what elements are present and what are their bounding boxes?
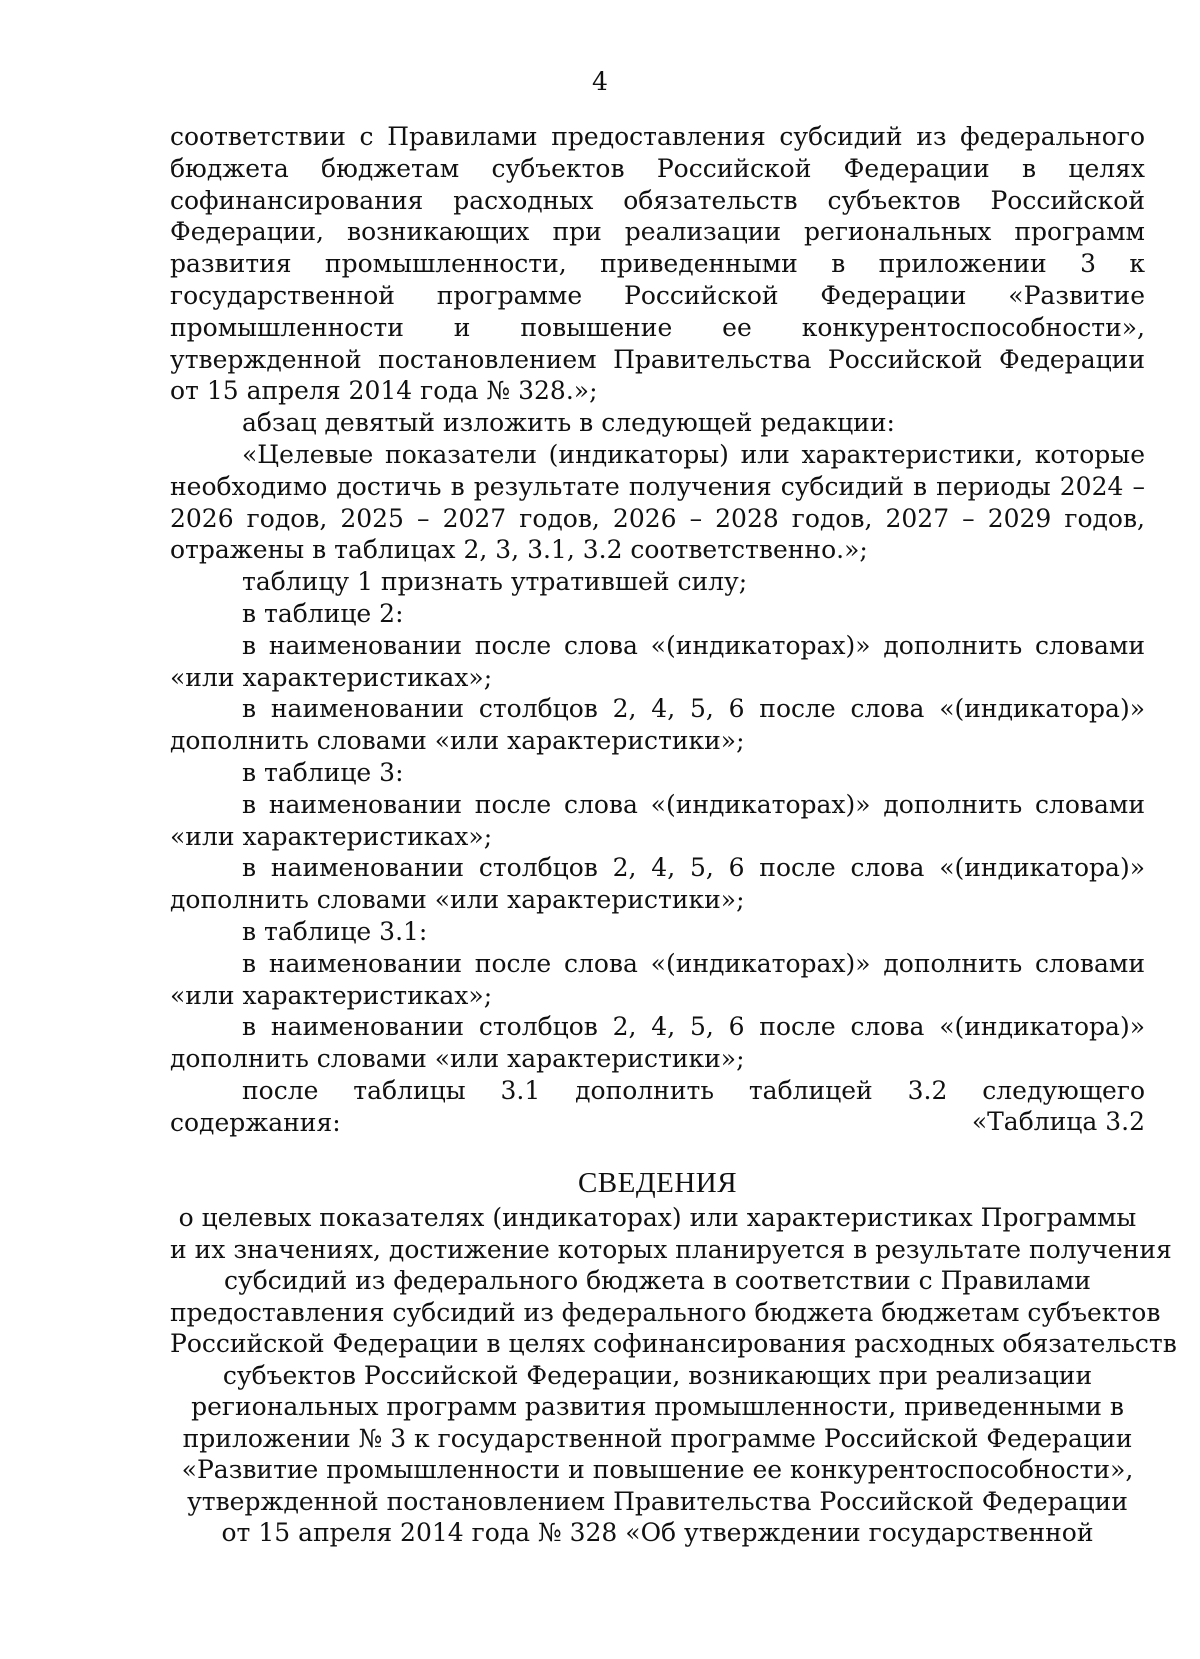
paragraph: в наименовании столбцов 2, 4, 5, 6 после слова «(индикатора)» дополнить словами «или характеристики»; [170, 694, 1145, 756]
section-subheading [170, 1202, 1177, 1549]
subheading-line: приложении № 3 к государственной программе Российской Федерации [182, 1423, 1133, 1453]
paragraph: в наименовании столбцов 2, 4, 5, 6 после слова «(индикатора)» дополнить словами «или характеристики»; [170, 1012, 1145, 1074]
subheading-line: «Развитие промышленности и повышение ее конкурентоспособности», [181, 1455, 1134, 1484]
paragraph: в наименовании после слова «(индикаторах)» дополнить словами «или характеристиках»; [170, 789, 1145, 851]
document-body [170, 121, 1145, 1139]
section-heading: СВЕДЕНИЯ [577, 1167, 738, 1199]
subheading-line: от 15 апреля 2014 года № 328 «Об утверждении государственной [221, 1518, 1094, 1547]
paragraph: в наименовании столбцов 2, 4, 5, 6 после слова «(индикатора)» дополнить словами «или характеристики»; [170, 853, 1145, 915]
paragraph: абзац девятый изложить в следующей редакции: [242, 408, 895, 438]
paragraph: после таблицы 3.1 дополнить таблицей 3.2 следующего содержания: [170, 1075, 1145, 1137]
page-number: 4 [592, 67, 608, 96]
paragraph: в наименовании после слова «(индикаторах)» дополнить словами «или характеристиках»; [170, 630, 1145, 692]
paragraph: «Целевые показатели (индикаторы) или характеристики, которые необходимо достичь в результате получения субсидий в периоды 2024 – 2026 годов, 2025 – 2027 годов, 2026 – 2028 годов, 2027 – 2029 годов, отражены в таблицах 2, 3, 3.1, 3.2 соответственно.»; [170, 439, 1145, 565]
paragraph: в наименовании после слова «(индикаторах)» дополнить словами «или характеристиках»; [170, 948, 1145, 1010]
subheading-line: региональных программ развития промышленности, приведенными в [191, 1392, 1124, 1421]
subheading-line: субсидий из федерального бюджета в соответствии с Правилами [224, 1266, 1091, 1295]
subheading-line: утвержденной постановлением Правительства Российской Федерации [187, 1486, 1128, 1516]
paragraph: в таблице 3: [242, 757, 404, 787]
subheading-line: Российской Федерации в целях софинансирования расходных обязательств [170, 1329, 1177, 1358]
subheading-line: о целевых показателях (индикаторах) или характеристиках Программы [178, 1203, 1137, 1232]
subheading-line: предоставления субсидий из федерального бюджета бюджетам субъектов [170, 1297, 1161, 1327]
paragraph: в таблице 2: [242, 598, 404, 628]
paragraph: соответствии с Правилами предоставления субсидий из федерального бюджета бюджетам субъектов Российской Федерации в целях софинансирования расходных обязательств субъектов Российской Федерации, возникающих при реализации региональных программ развития промышленности, приведенными в приложении 3 к государственной программе Российской Федерации «Развитие промышленности и повышение ее конкурентоспособности», утвержденной постановлением Правительства Российской Федерации от 15 апреля 2014 года № 328.»; [170, 122, 1145, 406]
table-label: «Таблица 3.2 [971, 1107, 1145, 1136]
subheading-line: субъектов Российской Федерации, возникающих при реализации [222, 1360, 1093, 1390]
paragraph: таблицу 1 признать утратившей силу; [242, 567, 748, 597]
subheading-line: и их значениях, достижение которых планируется в результате получения [170, 1234, 1172, 1264]
paragraph: в таблице 3.1: [242, 916, 428, 946]
